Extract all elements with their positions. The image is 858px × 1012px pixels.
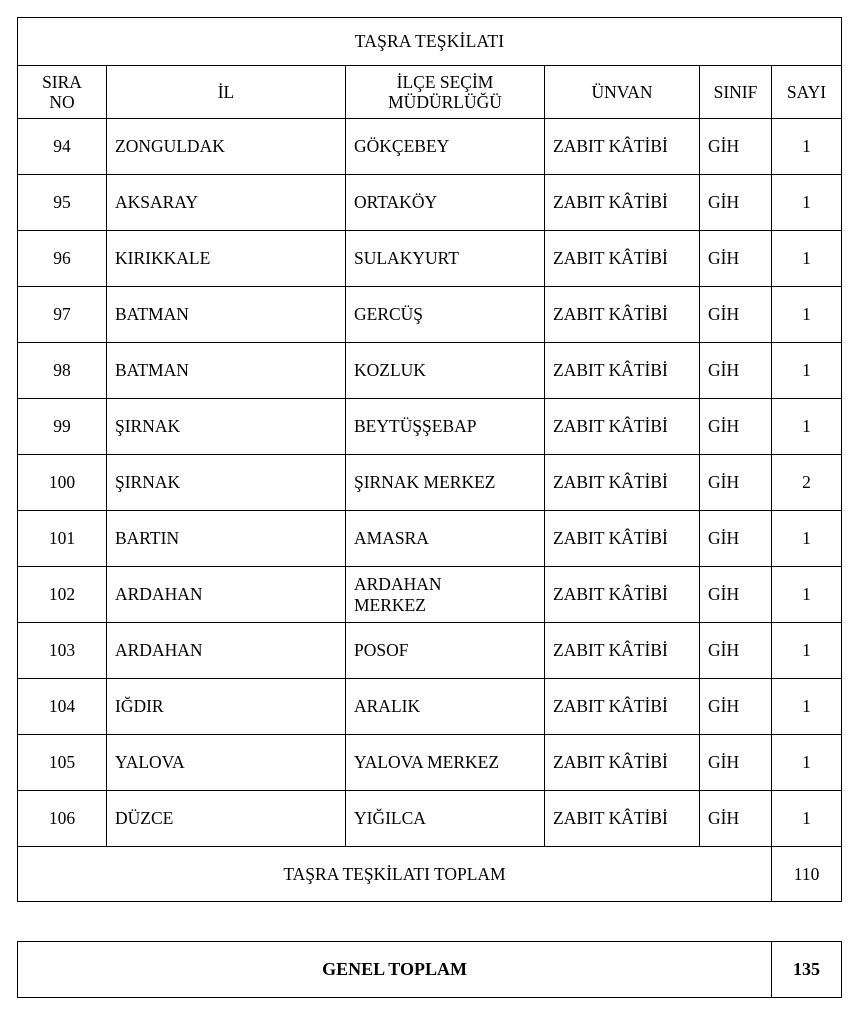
cell-il: YALOVA: [107, 735, 346, 791]
subtotal-value: 110: [772, 847, 842, 902]
cell-ilce-line1: ARDAHAN: [354, 574, 442, 595]
cell-sayi: 1: [772, 231, 842, 287]
cell-sira-no: 96: [18, 231, 107, 287]
table-title-row: [18, 18, 842, 66]
column-header-unvan: ÜNVAN: [545, 66, 700, 119]
cell-ilce: [346, 455, 545, 511]
subtotal-label: TAŞRA TEŞKİLATI TOPLAM: [18, 847, 772, 902]
table-row: [18, 343, 842, 399]
column-header-il: İL: [107, 66, 346, 119]
cell-ilce-line1: ORTAKÖY: [354, 192, 438, 213]
cell-sayi: 1: [772, 735, 842, 791]
cell-ilce-line1: ŞIRNAK MERKEZ: [354, 472, 496, 493]
cell-sira-no: 100: [18, 455, 107, 511]
column-header-sira-no-line1: SIRA: [42, 71, 82, 92]
cell-il: IĞDIR: [107, 679, 346, 735]
cell-sira-no: 95: [18, 175, 107, 231]
cell-sayi: 1: [772, 623, 842, 679]
cell-sira-no: 99: [18, 399, 107, 455]
cell-ilce-line1: AMASRA: [354, 528, 429, 549]
cell-sira-no: 103: [18, 623, 107, 679]
cell-unvan: ZABIT KÂTİBİ: [545, 175, 700, 231]
cell-il: ARDAHAN: [107, 623, 346, 679]
cell-il: ARDAHAN: [107, 567, 346, 623]
table-body: [18, 119, 842, 902]
cell-ilce: [346, 679, 545, 735]
cell-ilce: [346, 623, 545, 679]
cell-ilce-line1: YALOVA MERKEZ: [354, 752, 500, 773]
column-header-sira-no-line2: NO: [49, 92, 75, 112]
cell-unvan: ZABIT KÂTİBİ: [545, 623, 700, 679]
table-row: [18, 567, 842, 623]
cell-sinif: GİH: [700, 455, 772, 511]
cell-sinif: GİH: [700, 175, 772, 231]
table-row: [18, 455, 842, 511]
table-row: [18, 791, 842, 847]
cell-ilce-line1: BEYTÜŞŞEBAP: [354, 416, 477, 437]
cell-sayi: 1: [772, 511, 842, 567]
cell-unvan: ZABIT KÂTİBİ: [545, 455, 700, 511]
cell-unvan: ZABIT KÂTİBİ: [545, 679, 700, 735]
cell-sayi: 2: [772, 455, 842, 511]
table-row: [18, 175, 842, 231]
cell-sayi: 1: [772, 175, 842, 231]
cell-sira-no: 104: [18, 679, 107, 735]
subtotal-row: [18, 847, 842, 902]
grand-total-value: 135: [772, 942, 842, 998]
cell-ilce: [346, 511, 545, 567]
cell-sinif: GİH: [700, 343, 772, 399]
cell-sinif: GİH: [700, 791, 772, 847]
cell-ilce-line1: POSOF: [354, 640, 409, 661]
cell-sira-no: 94: [18, 119, 107, 175]
cell-ilce-line1: GÖKÇEBEY: [354, 136, 450, 157]
cell-unvan: ZABIT KÂTİBİ: [545, 791, 700, 847]
cell-il: BARTIN: [107, 511, 346, 567]
table-row: [18, 119, 842, 175]
cell-sayi: 1: [772, 399, 842, 455]
cell-sayi: 1: [772, 791, 842, 847]
cell-il: KIRIKKALE: [107, 231, 346, 287]
cell-sayi: 1: [772, 679, 842, 735]
cell-ilce: [346, 175, 545, 231]
cell-sinif: GİH: [700, 399, 772, 455]
cell-sira-no: 105: [18, 735, 107, 791]
cell-sinif: GİH: [700, 735, 772, 791]
cell-ilce: [346, 119, 545, 175]
cell-ilce: [346, 567, 545, 623]
cell-sinif: GİH: [700, 623, 772, 679]
cell-sayi: 1: [772, 119, 842, 175]
cell-ilce-line1: KOZLUK: [354, 360, 426, 381]
column-header-ilce-line1: İLÇE SEÇİM: [396, 71, 494, 92]
cell-il: ZONGULDAK: [107, 119, 346, 175]
table-row: [18, 735, 842, 791]
grand-total-label: GENEL TOPLAM: [18, 942, 772, 998]
grand-total-row: [18, 942, 842, 998]
table-row: [18, 623, 842, 679]
cell-sinif: GİH: [700, 231, 772, 287]
cell-ilce: [346, 791, 545, 847]
column-header-row: [18, 66, 842, 119]
table-title: TAŞRA TEŞKİLATI: [18, 18, 842, 66]
cell-il: AKSARAY: [107, 175, 346, 231]
cell-sira-no: 106: [18, 791, 107, 847]
cell-sira-no: 102: [18, 567, 107, 623]
cell-unvan: ZABIT KÂTİBİ: [545, 567, 700, 623]
cell-il: BATMAN: [107, 287, 346, 343]
cell-il: BATMAN: [107, 343, 346, 399]
cell-unvan: ZABIT KÂTİBİ: [545, 119, 700, 175]
cell-unvan: ZABIT KÂTİBİ: [545, 343, 700, 399]
column-header-ilce-secim-mudurlugu: [346, 66, 545, 119]
cell-sinif: GİH: [700, 119, 772, 175]
cell-sinif: GİH: [700, 287, 772, 343]
cell-ilce: [346, 399, 545, 455]
cell-unvan: ZABIT KÂTİBİ: [545, 399, 700, 455]
cell-ilce: [346, 735, 545, 791]
cell-ilce: [346, 343, 545, 399]
cell-sira-no: 97: [18, 287, 107, 343]
column-header-sinif: SINIF: [700, 66, 772, 119]
cell-sinif: GİH: [700, 679, 772, 735]
table-row: [18, 231, 842, 287]
genel-toplam-table: [17, 941, 842, 998]
cell-ilce: [346, 231, 545, 287]
table-row: [18, 287, 842, 343]
cell-ilce-line1: YIĞILCA: [354, 808, 426, 829]
cell-ilce-line1: SULAKYURT: [354, 248, 459, 269]
column-header-ilce-line2: MÜDÜRLÜĞÜ: [388, 92, 502, 112]
cell-unvan: ZABIT KÂTİBİ: [545, 735, 700, 791]
table-row: [18, 679, 842, 735]
cell-unvan: ZABIT KÂTİBİ: [545, 287, 700, 343]
cell-ilce: [346, 287, 545, 343]
table-head: [18, 18, 842, 119]
cell-unvan: ZABIT KÂTİBİ: [545, 511, 700, 567]
cell-sira-no: 101: [18, 511, 107, 567]
cell-il: ŞIRNAK: [107, 455, 346, 511]
cell-sayi: 1: [772, 567, 842, 623]
cell-sira-no: 98: [18, 343, 107, 399]
tasra-teskilati-table: [17, 17, 842, 902]
table-row: [18, 511, 842, 567]
table-row: [18, 399, 842, 455]
cell-sayi: 1: [772, 343, 842, 399]
column-header-sira-no: [18, 66, 107, 119]
cell-sayi: 1: [772, 287, 842, 343]
cell-ilce-line1: ARALIK: [354, 696, 421, 717]
cell-il: ŞIRNAK: [107, 399, 346, 455]
column-header-sayi: SAYI: [772, 66, 842, 119]
cell-sinif: GİH: [700, 511, 772, 567]
cell-unvan: ZABIT KÂTİBİ: [545, 231, 700, 287]
cell-ilce-line2: MERKEZ: [354, 594, 426, 615]
cell-il: DÜZCE: [107, 791, 346, 847]
cell-ilce-line1: GERCÜŞ: [354, 304, 424, 325]
cell-sinif: GİH: [700, 567, 772, 623]
